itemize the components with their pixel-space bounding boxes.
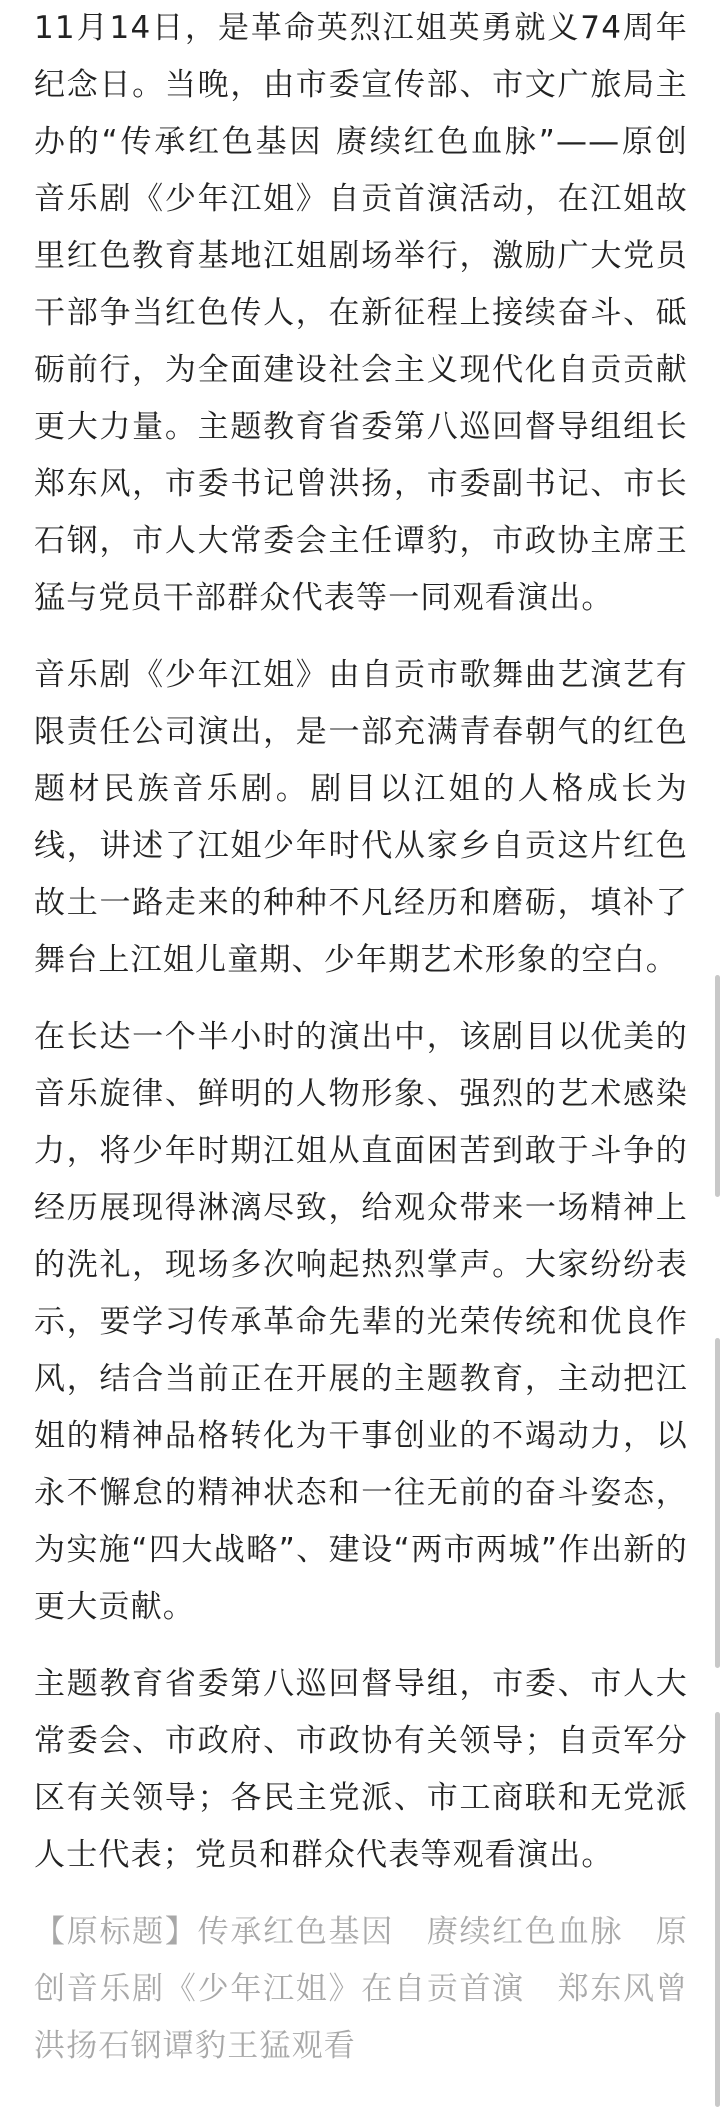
article-paragraph-4: 主题教育省委第八巡回督导组，市委、市人大常委会、市政府、市政协有关领导；自贡军分区有关领导；各民主党派、市工商联和无党派人士代表；党员和群众代表等观看演出。 [34, 1666, 688, 1873]
article-paragraph-2: 音乐剧《少年江姐》由自贡市歌舞曲艺演艺有限责任公司演出，是一部充满青春朝气的红色题材民族音乐剧。剧目以江姐的人格成长为线，讲述了江姐少年时代从家乡自贡这片红色故土一路走来的种种不凡经历和磨砺，填补了舞台上江姐儿童期、少年期艺术形象的空白。 [34, 657, 688, 978]
scrollbar-thumb-upper[interactable] [715, 975, 720, 1197]
scrollbar-thumb-middle[interactable] [715, 1338, 720, 1668]
article-body [34, 0, 688, 2106]
scrollbar[interactable] [713, 0, 720, 2107]
scrollbar-thumb-lower[interactable] [715, 1712, 720, 2107]
original-title-note: 【原标题】传承红色基因 赓续红色血脉 原创音乐剧《少年江姐》在自贡首演 郑东风曾洪扬石钢谭豹王猛观看 [34, 1914, 688, 2064]
article-paragraph-1: 11月14日，是革命英烈江姐英勇就义74周年纪念日。当晚，由市委宣传部、市文广旅局主办的“传承红色基因 赓续红色血脉”——原创音乐剧《少年江姐》自贡首演活动，在江姐故里红色教育基地江姐剧场举行，激励广大党员干部争当红色传人，在新征程上接续奋斗、砥砺前行，为全面建设社会主义现代化自贡贡献更大力量。主题教育省委第八巡回督导组组长郑东风，市委书记曾洪扬，市委副书记、市长石钢，市人大常委会主任谭豹，市政协主席王猛与党员干部群众代表等一同观看演出。 [34, 10, 688, 616]
article-paragraph-3: 在长达一个半小时的演出中，该剧目以优美的音乐旋律、鲜明的人物形象、强烈的艺术感染力，将少年时期江姐从直面困苦到敢于斗争的经历展现得淋漓尽致，给观众带来一场精神上的洗礼，现场多次响起热烈掌声。大家纷纷表示，要学习传承革命先辈的光荣传统和优良作风，结合当前正在开展的主题教育，主动把江姐的精神品格转化为干事创业的不竭动力，以永不懈怠的精神状态和一往无前的奋斗姿态，为实施“四大战略”、建设“两市两城”作出新的更大贡献。 [34, 1019, 688, 1625]
